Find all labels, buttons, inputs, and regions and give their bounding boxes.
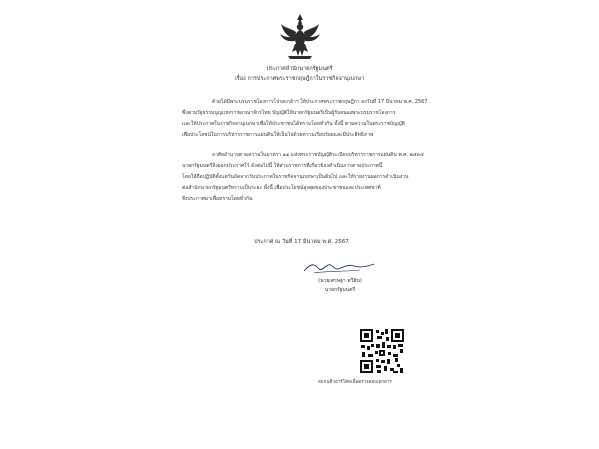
body-paragraph-1: [182, 97, 454, 141]
paragraph-line: จึงประกาศมาเพื่อทราบโดยทั่วกัน: [182, 196, 253, 202]
signer-position: นายกรัฐมนตรี: [324, 287, 356, 293]
signature-image: [300, 258, 378, 278]
signer-name: (นายเศรษฐา ทวีสิน): [318, 278, 362, 284]
garuda-emblem-icon: [278, 12, 322, 62]
paragraph-line: ซึ่งตามรัฐธรรมนูญแห่งราชอาณาจักรไทย บัญญัติให้นายกรัฐมนตรีเป็นผู้รับสนองพระบรมราชโองการ: [182, 110, 396, 116]
paragraph-line: และให้ประกาศในราชกิจจานุเบกษาเพื่อให้ประชาชนได้ทราบโดยทั่วกัน ทั้งนี้ ตามความในพระราชบัญญัติ: [182, 121, 405, 127]
paragraph-line: ต่อสำนักนายกรัฐมนตรีทราบเป็นระยะ ทั้งนี้ เพื่อประโยชน์สูงสุดของประชาชนและประเทศชาติ: [182, 185, 381, 191]
qr-footer-note: สแกนคิวอาร์โค้ดเพื่อตรวจสอบเอกสาร: [318, 380, 392, 385]
paragraph-line: อาศัยอำนาจตามความในมาตรา ๑๑ แห่งพระราชบัญญัติระเบียบบริหารราชการแผ่นดิน พ.ศ. ๒๕๓๔: [212, 152, 424, 158]
paragraph-line: นายกรัฐมนตรีจึงออกประกาศไว้ ดังต่อไปนี้ ให้ส่วนราชการที่เกี่ยวข้องดำเนินการตามประกาศนี้: [182, 163, 383, 169]
paragraph-line: ด้วยได้มีพระบรมราชโองการโปรดเกล้าฯ ให้ประกาศพระราชกฤษฎีกา ลงวันที่ 17 มีนาคม พ.ศ. 2567: [212, 99, 428, 105]
body-paragraph-2: [182, 150, 454, 205]
dateline: ประกาศ ณ วันที่ 17 มีนาคม พ.ศ. 2567: [254, 239, 349, 245]
qr-code-icon[interactable]: [359, 328, 405, 374]
document-title: ประกาศสำนักนายกรัฐมนตรี: [266, 66, 333, 72]
paragraph-line: โดยให้ถือปฏิบัติตั้งแต่วันถัดจากวันประกาศในราชกิจจานุเบกษาเป็นต้นไป และให้รายงานผลการดำเนินงาน: [182, 174, 409, 180]
document-subject: เรื่อง การประกาศพระราชกฤษฎีกาในราชกิจจานุเบกษา: [234, 76, 365, 82]
paragraph-line: เพื่อประโยชน์ในการบริหารราชการแผ่นดินให้เป็นไปด้วยความเรียบร้อยและมีประสิทธิภาพ: [182, 132, 374, 138]
